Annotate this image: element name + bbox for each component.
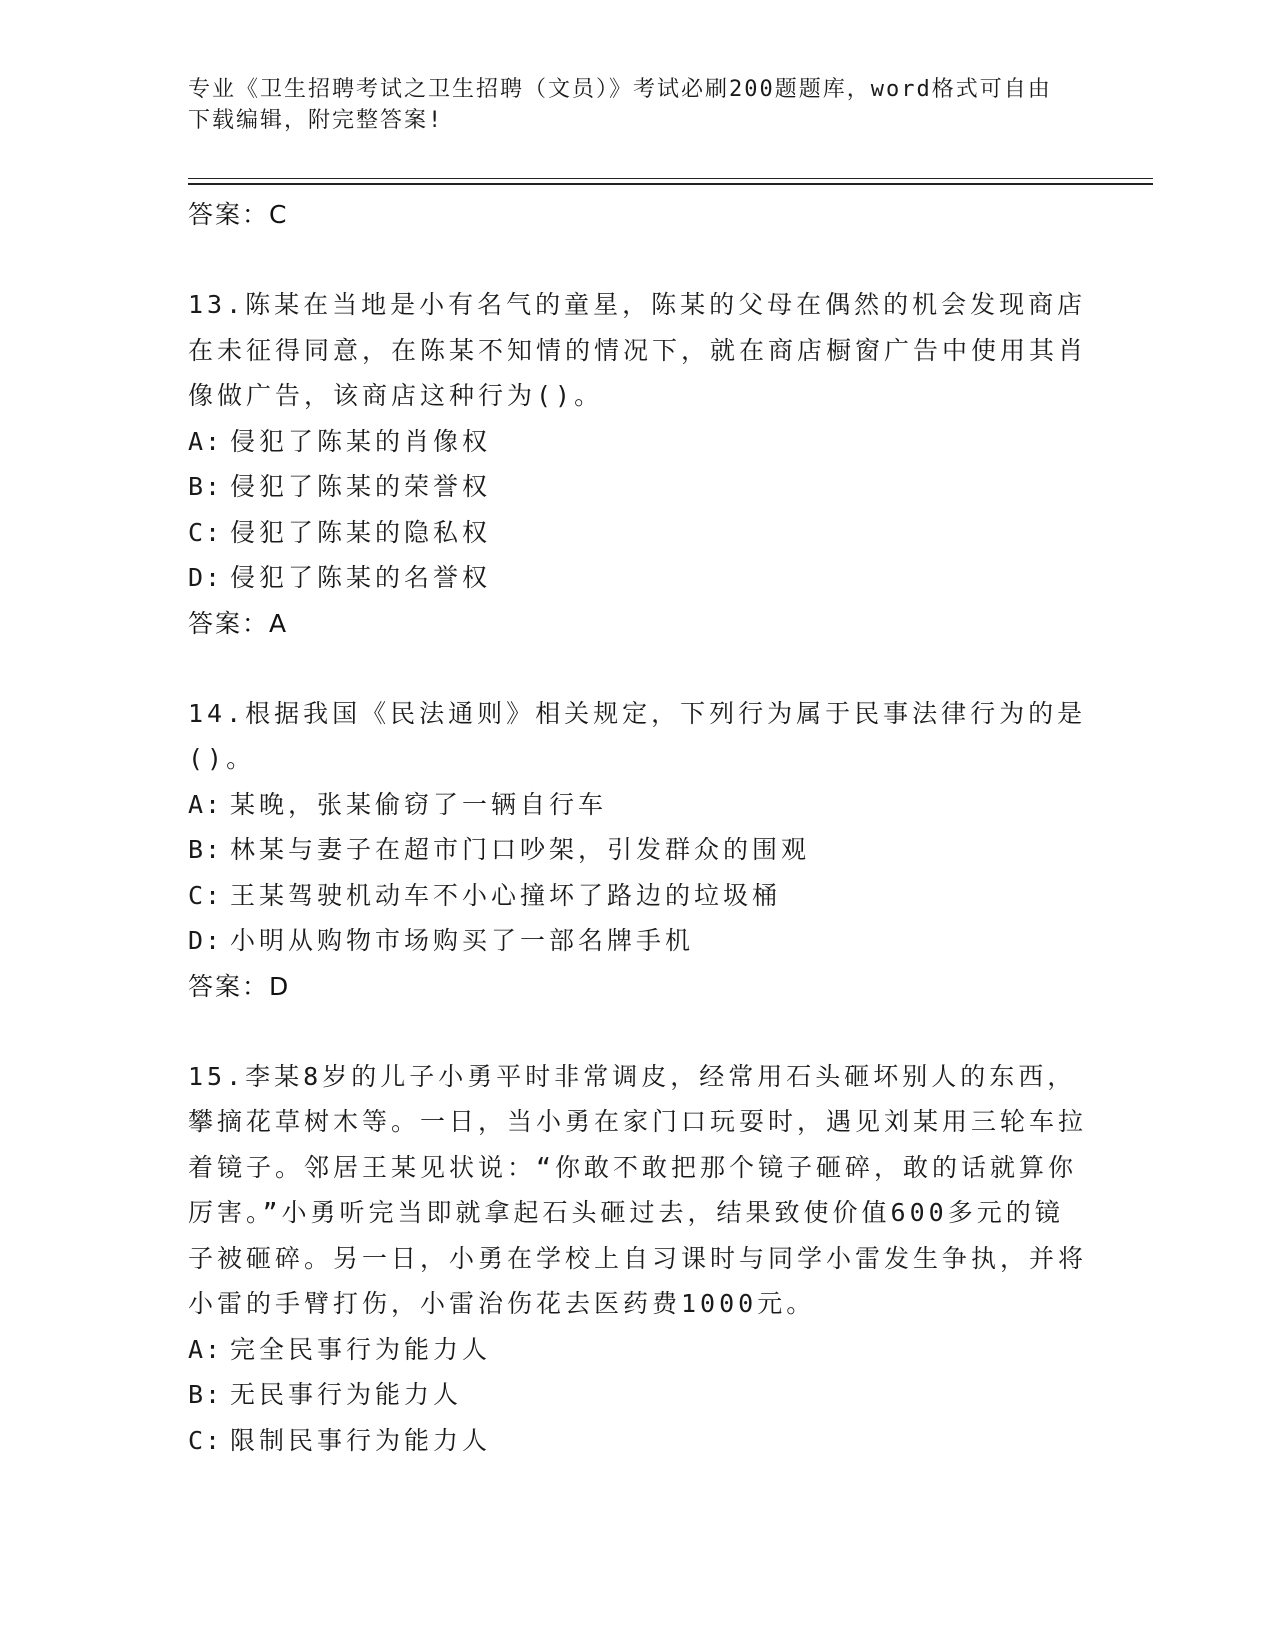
- option-d: [188, 918, 1088, 964]
- option-letter: C:: [188, 517, 223, 547]
- option-letter: C:: [188, 880, 223, 910]
- option-letter: B:: [188, 472, 223, 501]
- option-letter: B:: [188, 1380, 223, 1409]
- option-a: [188, 782, 1088, 828]
- question-14: [188, 691, 1088, 1009]
- answer-line: 答案：A: [188, 608, 289, 638]
- option-text: 无民事行为能力人: [230, 1380, 463, 1409]
- question-text: 14.根据我国《民法通则》相关规定，下列行为属于民事法律行为的是()。: [188, 698, 1087, 773]
- option-c: [188, 1418, 1088, 1464]
- option-b: [188, 464, 1088, 510]
- option-a: [188, 419, 1088, 465]
- header-divider-bottom: [188, 183, 1153, 185]
- option-letter: C:: [188, 1425, 223, 1455]
- question-text: 13.陈某在当地是小有名气的童星，陈某的父母在偶然的机会发现商店在未征得同意，在陈某不知情的情况下，就在商店橱窗广告中使用其肖像做广告，该商店这种行为()。: [188, 290, 1088, 410]
- option-text: 侵犯了陈某的肖像权: [230, 426, 492, 456]
- option-letter: D:: [188, 926, 223, 955]
- option-c: [188, 873, 1088, 919]
- document-header: [188, 74, 1068, 136]
- header-text: 专业《卫生招聘考试之卫生招聘（文员）》考试必刷200题题库，word格式可自由下载编辑，附完整答案!: [188, 77, 1052, 133]
- option-text: 林某与妻子在超市门口吵架，引发群众的围观: [230, 835, 811, 864]
- option-text: 完全民事行为能力人: [230, 1334, 492, 1364]
- question-15: [188, 1054, 1088, 1464]
- question-list: [188, 192, 1088, 1463]
- option-a: [188, 1327, 1088, 1373]
- question-text: 15.李某8岁的儿子小勇平时非常调皮，经常用石头砸坏别人的东西，攀摘花草树木等。一日，当小勇在家门口玩耍时，遇见刘某用三轮车拉着镜子。邻居王某见状说：“你敢不敢把那个镜子砸碎，敢的话就算你厉害。”小勇听完当即就拿起石头砸过去，结果致使价值600多元的镜子被砸碎。另一日，小勇在学校上自习课时与同学小雷发生争执，并将小雷的手臂打伤，小雷治伤花去医药费1000元。: [188, 1061, 1088, 1318]
- answer-line: 答案：C: [188, 200, 289, 229]
- option-c: [188, 510, 1088, 556]
- option-text: 侵犯了陈某的荣誉权: [230, 472, 492, 501]
- option-text: 侵犯了陈某的名誉权: [230, 563, 492, 592]
- option-letter: B:: [188, 835, 223, 864]
- answer-line: 答案：D: [188, 971, 291, 1001]
- option-text: 小明从购物市场购买了一部名牌手机: [230, 926, 695, 955]
- option-b: [188, 827, 1088, 873]
- option-text: 侵犯了陈某的隐私权: [230, 517, 492, 547]
- option-b: [188, 1372, 1088, 1418]
- question-13: [188, 282, 1088, 646]
- option-letter: D:: [188, 563, 223, 592]
- option-text: 某晚，张某偷窃了一辆自行车: [230, 789, 608, 819]
- option-letter: A:: [188, 1334, 223, 1364]
- option-text: 限制民事行为能力人: [230, 1425, 492, 1455]
- header-divider-top: [188, 178, 1153, 179]
- option-text: 王某驾驶机动车不小心撞坏了路边的垃圾桶: [230, 880, 782, 910]
- option-letter: A:: [188, 426, 223, 456]
- option-letter: A:: [188, 789, 223, 819]
- option-d: [188, 555, 1088, 601]
